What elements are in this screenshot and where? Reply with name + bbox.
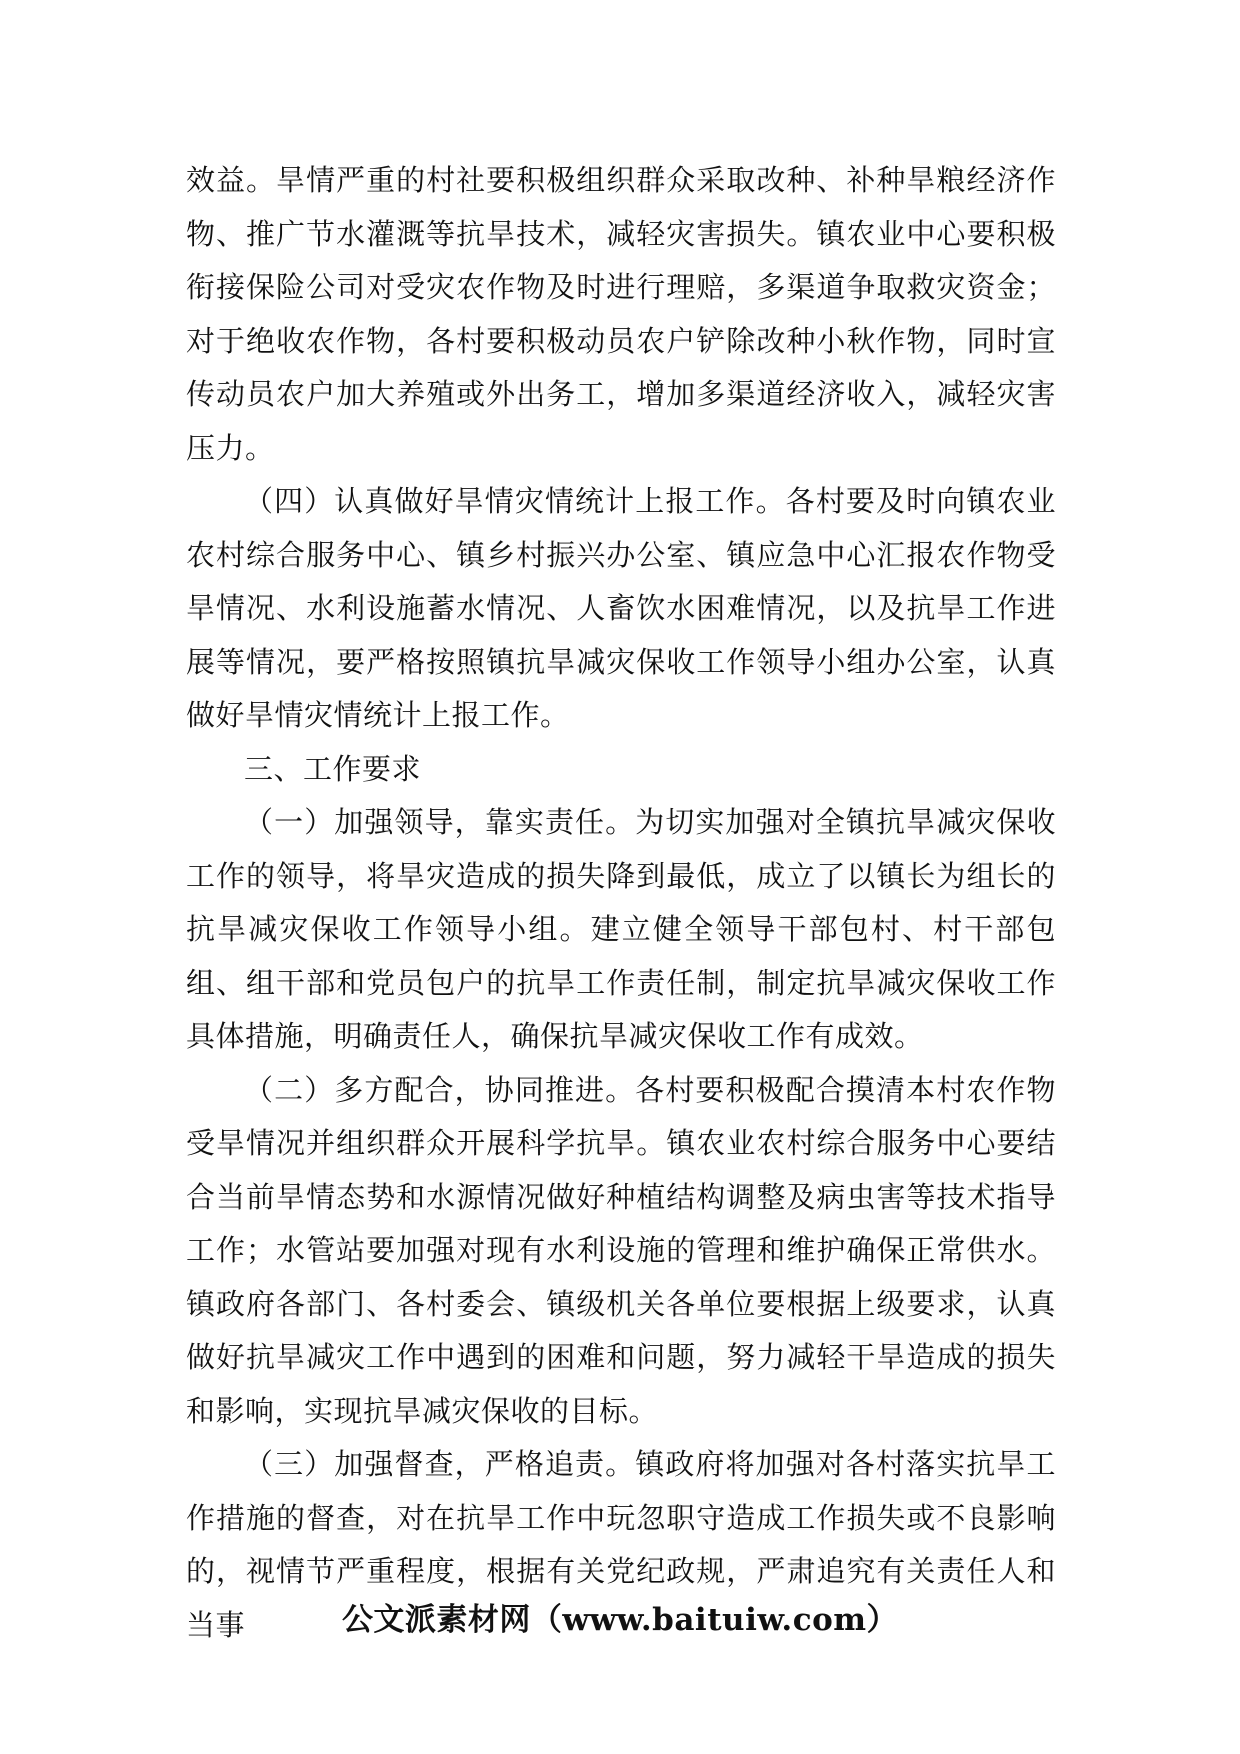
paragraph-continuation: 效益。旱情严重的村社要积极组织群众采取改种、补种旱粮经济作物、推广节水灌溉等抗旱技术，减轻灾害损失。镇农业中心要积极衔接保险公司对受灾农作物及时进行理赔，多渠道争取救灾资金；对于绝收农作物，各村要积极动员农户铲除改种小秋作物，同时宣传动员农户加大养殖或外出务工，增加多渠道经济收入，减轻灾害压力。 — [186, 163, 1056, 465]
footer-watermark: 公文派素材网（www.baituiw.com） — [341, 1602, 899, 1638]
document-body — [186, 154, 1056, 1652]
paragraph-requirement-1: （一）加强领导，靠实责任。为切实加强对全镇抗旱减灾保收工作的领导，将旱灾造成的损失降到最低，成立了以镇长为组长的抗旱减灾保收工作领导小组。建立健全领导干部包村、村干部包组、组干部和党员包户的抗旱工作责任制，制定抗旱减灾保收工作具体措施，明确责任人，确保抗旱减灾保收工作有成效。 — [186, 805, 1056, 1053]
paragraph-requirement-2: （二）多方配合，协同推进。各村要积极配合摸清本村农作物受旱情况并组织群众开展科学抗旱。镇农业农村综合服务中心要结合当前旱情态势和水源情况做好种植结构调整及病虫害等技术指导工作；水管站要加强对现有水利设施的管理和维护确保正常供水。镇政府各部门、各村委会、镇级机关各单位要根据上级要求，认真做好抗旱减灾工作中遇到的困难和问题，努力减轻干旱造成的损失和影响，实现抗旱减灾保收的目标。 — [186, 1072, 1056, 1428]
section-heading-work-requirements: 三、工作要求 — [244, 751, 422, 786]
paragraph-requirement-3: （三）加强督查，严格追责。镇政府将加强对各村落实抗旱工作措施的督查，对在抗旱工作中玩忽职守造成工作损失或不良影响的，视情节严重程度，根据有关党纪政规，严肃追究有关责任人和当事 — [186, 1447, 1056, 1642]
paragraph-section-4: （四）认真做好旱情灾情统计上报工作。各村要及时向镇农业农村综合服务中心、镇乡村振兴办公室、镇应急中心汇报农作物受旱情况、水利设施蓄水情况、人畜饮水困难情况，以及抗旱工作进展等情况，要严格按照镇抗旱减灾保收工作领导小组办公室，认真做好旱情灾情统计上报工作。 — [186, 484, 1056, 732]
